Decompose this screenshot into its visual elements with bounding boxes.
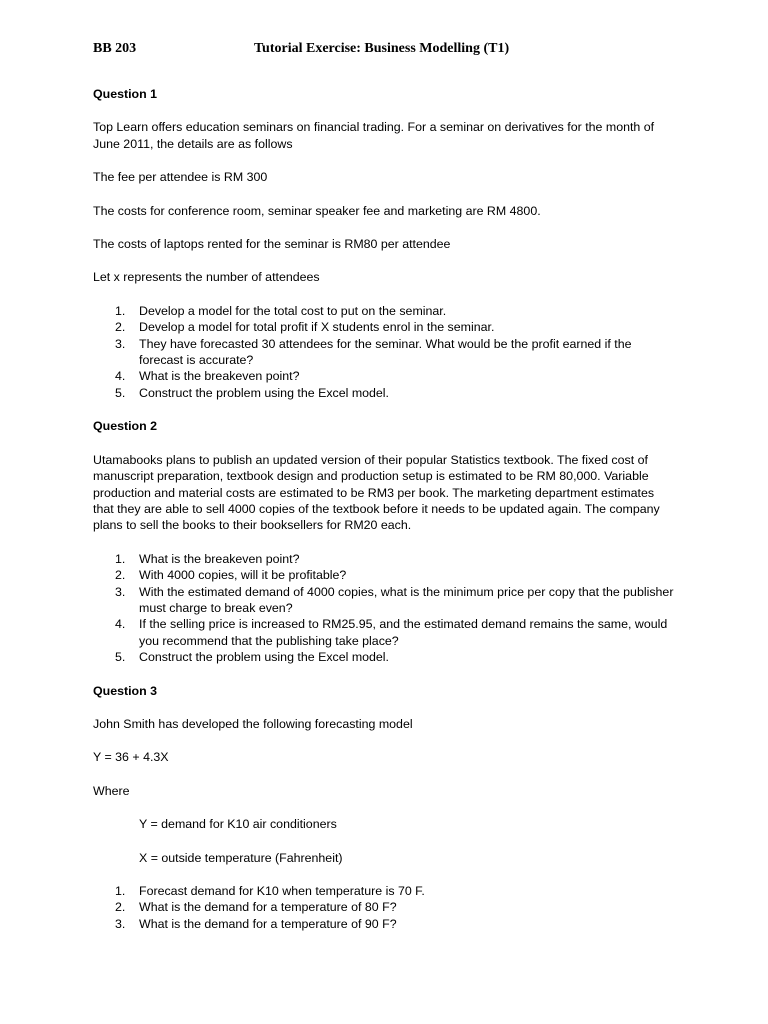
list-text: What is the breakeven point? [139,551,300,566]
list-item [93,319,678,335]
list-text: Develop a model for total profit if X students enrol in the seminar. [139,320,495,335]
list-number: 3. [115,916,126,931]
list-text: Construct the problem using the Excel model. [139,385,390,400]
list-number: 5. [115,385,126,400]
list-item [93,584,678,617]
question-3-heading: Question 3 [93,683,158,698]
question-1-intro: Top Learn offers education seminars on financial trading. For a seminar on derivatives for the month of June 2011, the details are as follows [93,120,655,151]
list-item [93,883,678,899]
question-3-equation: Y = 36 + 4.3X [93,750,169,765]
course-code: BB 203 [93,41,137,56]
list-text: If the selling price is increased to RM25.95, and the estimated demand remains the same, would you recommend that the publishing take place? [139,617,668,648]
list-number: 5. [115,650,126,665]
list-number: 4. [115,369,126,384]
list-text: Develop a model for the total cost to put on the seminar. [139,303,447,318]
list-number: 1. [115,303,126,318]
question-1-variable-definition: Let x represents the number of attendees [93,270,320,285]
list-text: Construct the problem using the Excel model. [139,650,390,665]
list-item [93,567,678,583]
document-title: Tutorial Exercise: Business Modelling (T1) [254,41,510,56]
list-number: 4. [115,617,126,632]
list-number: 2. [115,320,126,335]
list-item [93,336,678,369]
question-3-x-definition: X = outside temperature (Fahrenheit) [139,850,343,865]
list-item [93,303,678,319]
list-item [93,916,678,932]
question-2-intro: Utamabooks plans to publish an updated version of their popular Statistics textbook. The fixed cost of manuscript preparation, textbook design and production setup is estimated to be RM 80,000. Variable production and material costs are estimated to be RM3 per book. The marketing department estimates that they are able to sell 4000 copies of the textbook before it needs to be updated again. The company plans to sell the books to their booksellers for RM20 each. [93,452,660,533]
question-3-y-definition: Y = demand for K10 air conditioners [139,817,337,832]
list-item [93,551,678,567]
list-item [93,385,678,401]
list-number: 3. [115,584,126,599]
list-item [93,616,678,649]
list-item [93,899,678,915]
question-3-tasks [93,883,678,932]
question-2-tasks [93,551,678,666]
question-3-where: Where [93,783,130,798]
question-2-heading: Question 2 [93,419,158,434]
list-text: What is the demand for a temperature of 80 F? [139,900,397,915]
list-item [93,649,678,665]
list-number: 2. [115,568,126,583]
document-body [93,86,678,949]
question-1-heading: Question 1 [93,87,158,101]
list-text: Forecast demand for K10 when temperature is 70 F. [139,884,425,898]
question-1-laptop-costs: The costs of laptops rented for the seminar is RM80 per attendee [93,237,451,252]
list-text: With 4000 copies, will it be profitable? [139,568,347,583]
question-3-intro: John Smith has developed the following forecasting model [93,716,413,731]
question-1-fee: The fee per attendee is RM 300 [93,170,268,185]
list-number: 1. [115,551,126,566]
list-number: 1. [115,884,126,898]
list-text: They have forecasted 30 attendees for the seminar. What would be the profit earned if the forecast is accurate? [139,336,632,368]
list-number: 3. [115,336,126,351]
list-text: What is the demand for a temperature of 90 F? [139,916,397,931]
question-1-tasks [93,303,678,401]
list-item [93,368,678,384]
question-1-fixed-costs: The costs for conference room, seminar speaker fee and marketing are RM 4800. [93,203,541,218]
list-number: 2. [115,900,126,915]
list-text: What is the breakeven point? [139,369,300,384]
list-text: With the estimated demand of 4000 copies, what is the minimum price per copy that the publisher must charge to break even? [139,584,674,615]
